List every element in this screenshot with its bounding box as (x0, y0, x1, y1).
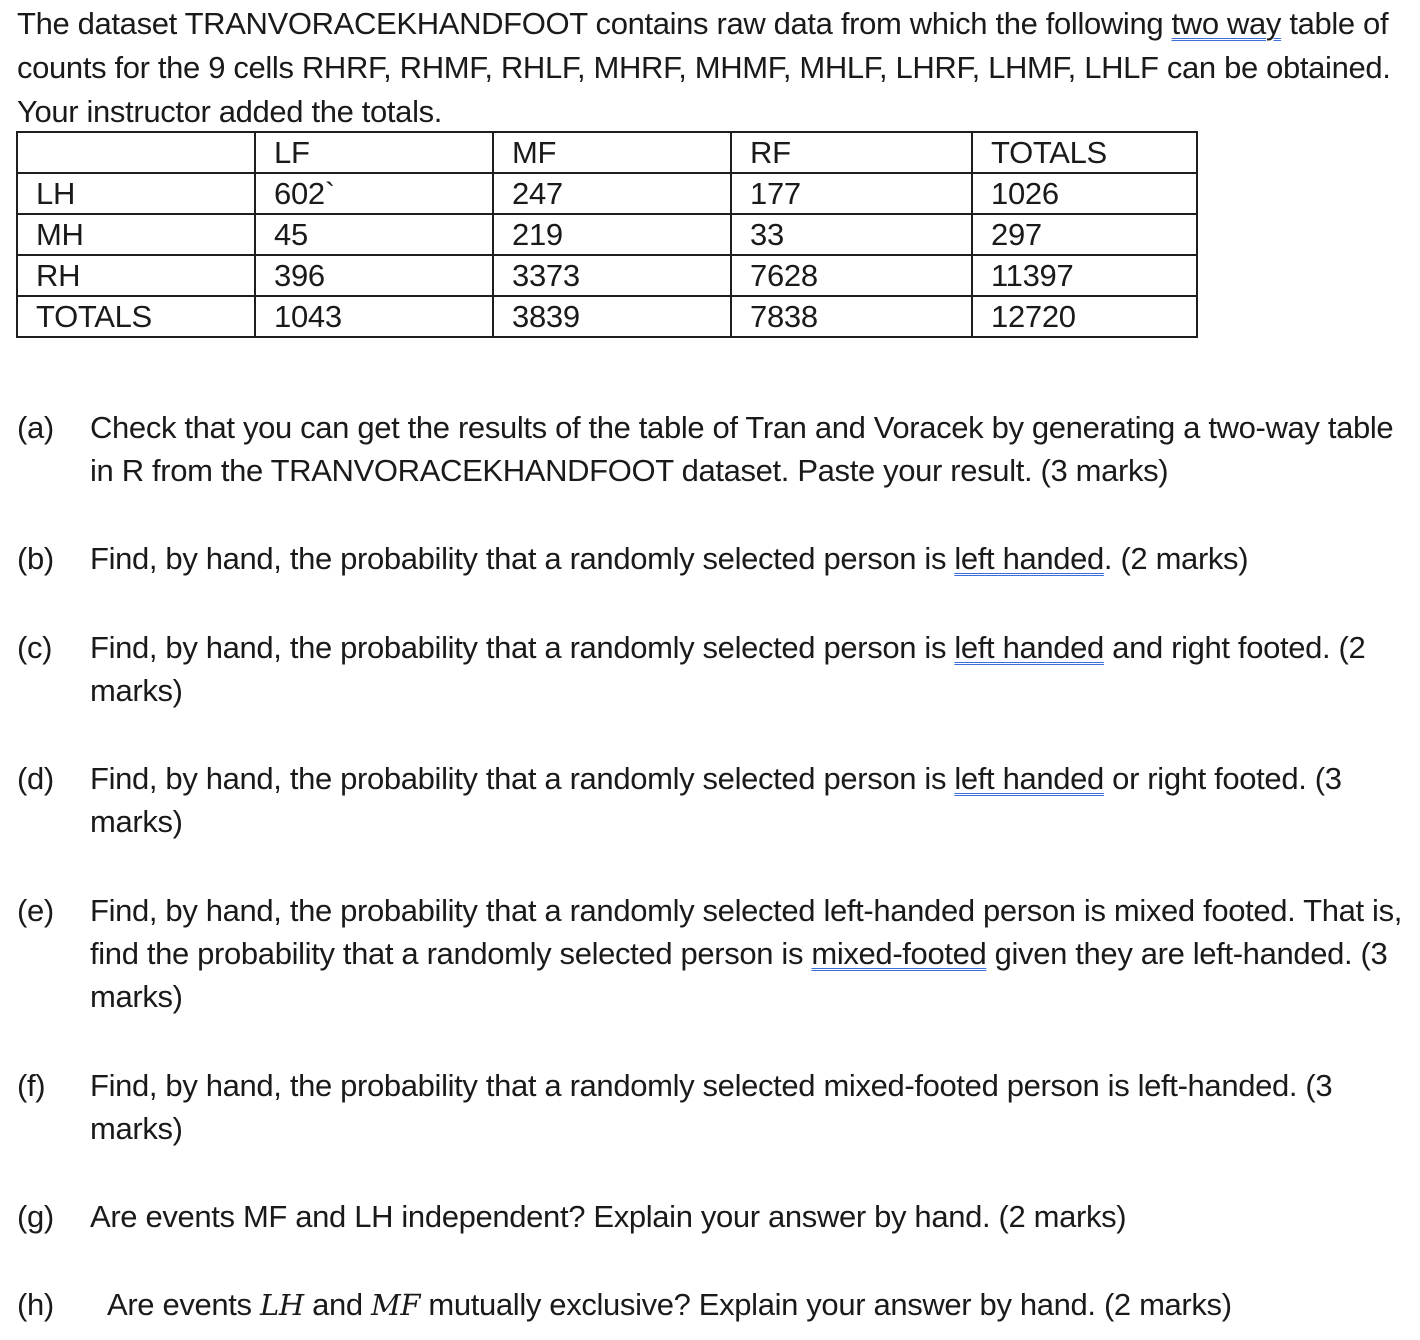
table-header-row (17, 132, 1197, 173)
table-cell: MH (17, 214, 255, 255)
question-f (17, 1064, 1412, 1150)
question-label: (e) (17, 893, 54, 928)
table-cell: 297 (972, 214, 1197, 255)
question-text (107, 1283, 1412, 1327)
table-cell: LH (17, 173, 255, 214)
question-text-part: Find, by hand, the probability that a randomly selected person is (90, 761, 955, 796)
table-cell: 33 (731, 214, 972, 255)
counts-table (16, 131, 1198, 338)
underlined-phrase: left handed (954, 630, 1104, 665)
intro-underlined-text: two way (1171, 6, 1282, 41)
question-text-part: or right footed. (3 marks) (90, 761, 1342, 839)
table-cell: 7628 (731, 255, 972, 296)
underlined-phrase: left handed (954, 541, 1104, 576)
question-label: (g) (17, 1199, 54, 1234)
question-text (90, 537, 1412, 580)
question-text-part: Find, by hand, the probability that a randomly selected person is (90, 630, 955, 665)
question-a (17, 406, 1412, 492)
question-label: (d) (17, 761, 54, 796)
question-text-part: given they are left-handed. (3 marks) (90, 936, 1388, 1014)
math-symbol: LH (259, 1288, 304, 1322)
question-g (17, 1195, 1412, 1238)
table-cell: 11397 (972, 255, 1197, 296)
question-text: Are events MF and LH independent? Explain your answer by hand. (2 marks) (90, 1199, 1127, 1234)
table-row (17, 255, 1197, 296)
table-cell: LF (255, 132, 493, 173)
table-cell (17, 132, 255, 173)
intro-text-1: The dataset TRANVORACEKHANDFOOT contains raw data from which the following (17, 6, 1172, 41)
question-label: (h) (17, 1287, 54, 1322)
table-cell: 247 (493, 173, 731, 214)
question-text-part: Find, by hand, the probability that a randomly selected person is (90, 541, 955, 576)
question-text-part: . (2 marks) (1103, 541, 1249, 576)
question-label: (b) (17, 541, 54, 576)
question-text-part: and right footed. (2 marks) (90, 630, 1366, 708)
table-cell: 177 (731, 173, 972, 214)
question-text-part: and (303, 1287, 372, 1322)
table-cell: RF (731, 132, 972, 173)
question-text (90, 889, 1412, 1018)
question-text: Find, by hand, the probability that a randomly selected mixed-footed person is left-handed. (3 marks) (90, 1068, 1333, 1146)
question-text-part: Are events (107, 1287, 260, 1322)
table-row (17, 173, 1197, 214)
question-label: (a) (17, 410, 54, 445)
table-cell: 7838 (731, 296, 972, 337)
table-cell: 219 (493, 214, 731, 255)
question-text-part: mutually exclusive? Explain your answer by hand. (2 marks) (420, 1287, 1232, 1322)
question-e (17, 889, 1412, 1018)
table-cell: 12720 (972, 296, 1197, 337)
question-text-part: Find, by hand, the probability that a randomly selected left-handed person is mixed footed. That is, find the probability that a randomly selected person is (90, 893, 1402, 971)
table-cell: MF (493, 132, 731, 173)
question-b (17, 537, 1412, 580)
underlined-phrase: mixed-footed (811, 936, 987, 971)
question-text: Check that you can get the results of the table of Tran and Voracek by generating a two-way table in R from the TRANVORACEKHANDFOOT dataset. Paste your result. (3 marks) (90, 410, 1394, 488)
question-text (90, 757, 1412, 843)
intro-text-2: table of counts for the 9 cells RHRF, RHMF, RHLF, MHRF, MHMF, MHLF, LHRF, LHMF, LHLF can be obtained. Your instructor added the totals. (17, 6, 1391, 129)
math-symbol: MF (371, 1288, 421, 1322)
table-cell: 45 (255, 214, 493, 255)
question-d (17, 757, 1412, 843)
underlined-phrase: left handed (954, 761, 1104, 796)
table-cell: TOTALS (972, 132, 1197, 173)
question-text (90, 626, 1412, 712)
intro-paragraph (17, 2, 1407, 134)
question-h (17, 1283, 1412, 1327)
table-cell: 396 (255, 255, 493, 296)
table-cell: 3373 (493, 255, 731, 296)
table-totals-row (17, 296, 1197, 337)
question-c (17, 626, 1412, 712)
table-cell: 3839 (493, 296, 731, 337)
table-row (17, 214, 1197, 255)
table-cell: 1026 (972, 173, 1197, 214)
table-cell: 1043 (255, 296, 493, 337)
question-label: (c) (17, 630, 53, 665)
table-cell: RH (17, 255, 255, 296)
table-cell: 602` (255, 173, 493, 214)
question-label: (f) (17, 1068, 46, 1103)
table-cell: TOTALS (17, 296, 255, 337)
